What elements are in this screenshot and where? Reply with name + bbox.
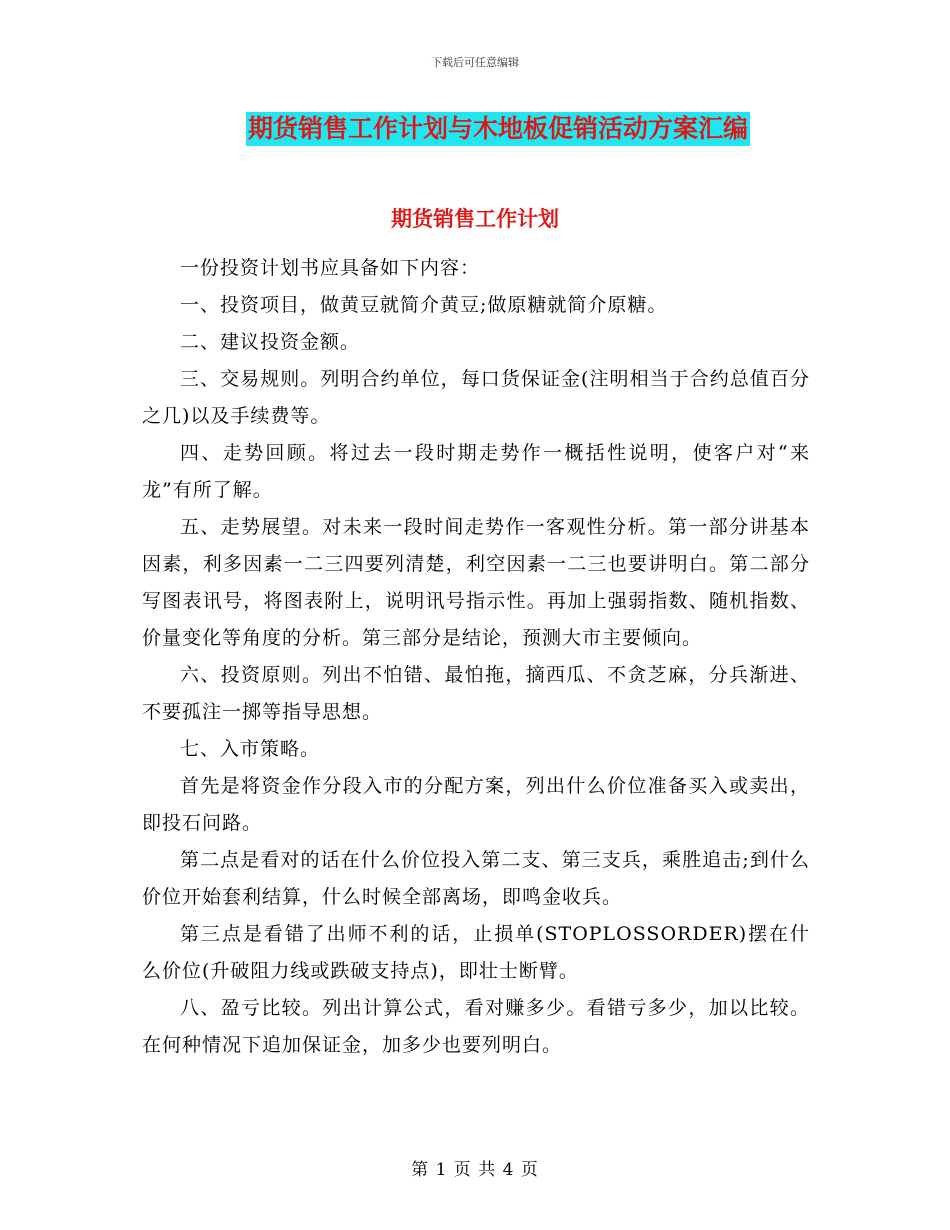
- page-number-footer: 第 1 页 共 4 页: [411, 1160, 539, 1180]
- paragraph: 三、交易规则。列明合约单位，每口货保证金(注明相当于合约总值百分之几)以及手续费等。: [142, 368, 810, 427]
- paragraph: 第三点是看错了出师不利的话，止损单(STOPLOSSORDER)摆在什么价位(升破阻力线或跌破支持点)，即壮士断臂。: [142, 923, 810, 982]
- document-title: 期货销售工作计划与木地板促销活动方案汇编: [246, 112, 750, 146]
- paragraph: 五、走势展望。对未来一段时间走势作一客观性分析。第一部分讲基本因素，利多因素一二三四要列清楚，利空因素一二三也要讲明白。第二部分写图表讯号，将图表附上，说明讯号指示性。再加上强弱指数、随机指数、价量变化等角度的分析。第三部分是结论，预测大市主要倾向。: [142, 516, 810, 649]
- paragraph: 首先是将资金作分段入市的分配方案，列出什么价位准备买入或卖出，即投石问路。: [142, 775, 810, 834]
- paragraph: 四、走势回顾。将过去一段时期走势作一概括性说明，使客户对“来龙”有所了解。: [142, 442, 810, 501]
- paragraph: 一、投资项目，做黄豆就简介黄豆;做原糖就简介原糖。: [180, 294, 668, 316]
- section-title: 期货销售工作计划: [391, 206, 559, 231]
- paragraph: 八、盈亏比较。列出计算公式，看对赚多少。看错亏多少，加以比较。在何种情况下追加保证金，加多少也要列明白。: [142, 997, 810, 1056]
- paragraph: 二、建议投资金额。: [180, 331, 361, 353]
- paragraph: 六、投资原则。列出不怕错、最怕拖，摘西瓜、不贪芝麻，分兵渐进、不要孤注一掷等指导思想。: [142, 664, 810, 723]
- paragraph: 七、入市策略。: [180, 738, 321, 760]
- header-note: 下载后可任意编辑: [431, 56, 519, 69]
- paragraph: 第二点是看对的话在什么价位投入第二支、第三支兵，乘胜追击;到什么价位开始套利结算，什么时候全部离场，即鸣金收兵。: [142, 849, 810, 908]
- document-body: [142, 250, 810, 1064]
- main-title-container: [0, 112, 950, 146]
- paragraph: 一份投资计划书应具备如下内容：: [180, 257, 481, 279]
